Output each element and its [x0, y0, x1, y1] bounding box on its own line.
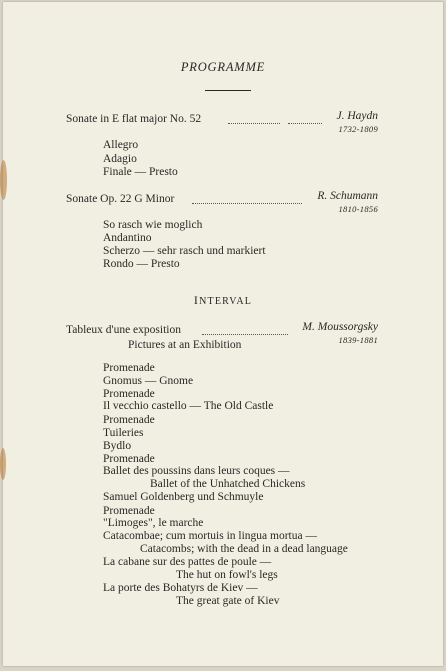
movement: Promenade: [103, 362, 155, 374]
interval-initial: I: [193, 293, 200, 307]
movement: Bydlo: [103, 440, 132, 452]
dot-leader: [228, 123, 280, 124]
movement: Promenade: [103, 505, 155, 517]
movement-translation: Ballet of the Unhatched Chickens: [150, 478, 306, 490]
movement: Scherzo — sehr rasch und markiert: [103, 245, 266, 257]
movement: Gnomus — Gnome: [103, 375, 194, 387]
movement: Promenade: [103, 414, 155, 426]
movement: Ballet des poussins dans leurs coques —: [103, 465, 290, 477]
movement-translation: The great gate of Kiev: [176, 595, 280, 607]
programme-title: PROGRAMME: [180, 60, 266, 74]
movement: So rasch wie moglich: [103, 219, 203, 231]
work-3-title: Tableux d'une exposition: [66, 324, 181, 336]
movement-translation: Catacombs; with the dead in a dead language: [140, 543, 348, 555]
movement: Il vecchio castello — The Old Castle: [103, 400, 274, 412]
dot-leader: [202, 334, 288, 335]
work-1-composer: J. Haydn: [336, 110, 378, 122]
movement: La cabane sur des pattes de poule —: [103, 556, 272, 568]
work-1-dates: 1732-1809: [338, 124, 378, 134]
movement: Finale — Presto: [103, 166, 178, 178]
work-2-composer: R. Schumann: [317, 190, 378, 202]
movement: Rondo — Presto: [103, 258, 180, 270]
edge-stain: [0, 448, 6, 480]
dot-leader: [288, 123, 322, 124]
movement: Adagio: [103, 153, 137, 165]
dot-leader: [192, 203, 302, 204]
work-3-composer: M. Moussorgsky: [302, 321, 378, 333]
interval-heading: [0, 293, 446, 308]
movement: Catacombae; cum mortuis in lingua mortua —: [103, 530, 317, 542]
movement-translation: The hut on fowl's legs: [176, 569, 278, 581]
work-1-title: Sonate in E flat major No. 52: [66, 113, 202, 125]
movement: Promenade: [103, 453, 155, 465]
movement: Promenade: [103, 388, 155, 400]
movement: Allegro: [103, 139, 139, 151]
work-3-subtitle: Pictures at an Exhibition: [128, 339, 242, 351]
work-2-title: Sonate Op. 22 G Minor: [66, 193, 175, 205]
edge-stain: [0, 160, 7, 200]
interval-rest: NTERVAL: [199, 296, 253, 307]
movement: La porte des Bohatyrs de Kiev —: [103, 582, 258, 594]
movement: Samuel Goldenberg und Schmuyle: [103, 491, 264, 503]
work-3-dates: 1839-1881: [338, 335, 378, 345]
movement: Andantino: [103, 232, 152, 244]
title-rule: [205, 90, 251, 91]
movement: "Limoges", le marche: [103, 517, 204, 529]
movement: Tuileries: [103, 427, 144, 439]
work-2-dates: 1810-1856: [338, 204, 378, 214]
